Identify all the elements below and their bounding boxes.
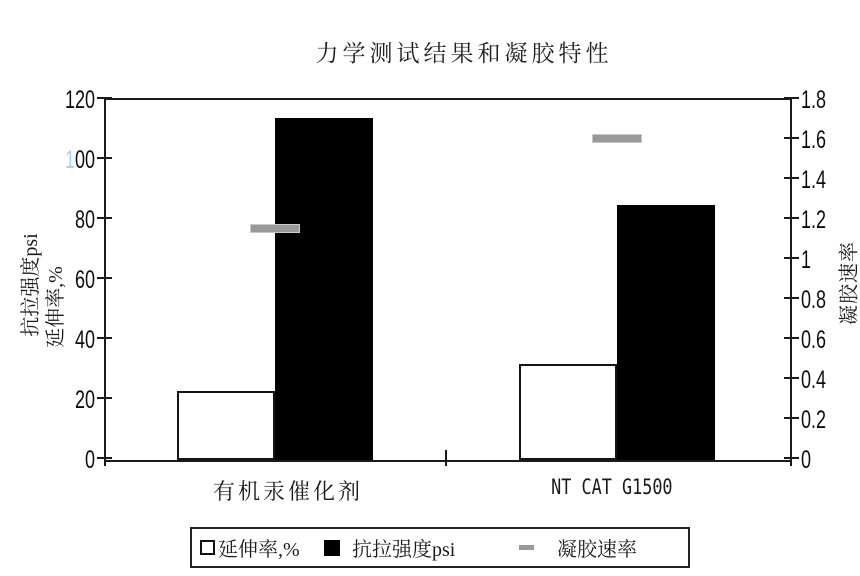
right-axis-tick <box>784 417 799 419</box>
left-axis-tick-label: 120 <box>64 86 95 114</box>
gray-dash-swatch-icon <box>519 545 534 550</box>
x-axis-left-tick <box>104 458 106 466</box>
left-axis-title-line1: 抗拉强度psi <box>20 233 42 337</box>
compression-artifact-digit: 1 <box>64 146 75 174</box>
left-axis-tick-label: 40 <box>74 326 95 354</box>
right-axis-tick <box>784 137 799 139</box>
left-axis-tick <box>97 157 112 159</box>
gel-rate-marker-1 <box>593 135 641 142</box>
x-axis-right-tick <box>790 458 792 466</box>
x-axis-mid-tick <box>445 450 447 466</box>
left-axis-title-line2: 延伸率,% <box>45 266 67 348</box>
right-axis-tick <box>784 217 799 219</box>
tensile-strength-bar-0 <box>275 118 373 460</box>
right-axis-tick <box>784 337 799 339</box>
left-axis-tick <box>97 397 112 399</box>
category-label-organomercury-catalyst: 有机汞催化剂 <box>212 479 363 504</box>
legend-label-elongation: 延伸率,% <box>218 539 300 561</box>
right-axis-tick-label: 1.4 <box>801 166 827 194</box>
right-axis-tick <box>784 97 799 99</box>
right-axis-tick-label: 0.2 <box>801 406 827 434</box>
category-label-nt-cat-g1500: NT CAT G1500 <box>551 475 673 499</box>
black-bar-swatch-icon <box>324 540 340 556</box>
right-axis-tick-label: 1.6 <box>801 126 827 154</box>
left-axis-tick-label: 20 <box>74 386 95 414</box>
legend-item-gel-rate <box>519 529 637 566</box>
legend-item-tensile-strength <box>324 529 455 566</box>
right-axis-tick <box>784 177 799 179</box>
chart-title: 力学测试结果和凝胶特性 <box>315 41 613 66</box>
left-axis-tick <box>97 97 112 99</box>
right-axis-tick-label: 0.8 <box>801 286 827 314</box>
right-axis-title: 凝胶速率 <box>838 241 860 325</box>
right-axis-tick <box>784 377 799 379</box>
left-axis-tick-label: 100 <box>64 146 95 174</box>
right-axis-tick-label: 0.4 <box>801 366 827 394</box>
left-axis-tick-label: 0 <box>84 446 95 474</box>
elongation-bar-1 <box>519 364 617 460</box>
legend-label-tensile-strength: 抗拉强度psi <box>352 539 456 561</box>
tensile-strength-bar-1 <box>617 205 715 460</box>
elongation-bar-0 <box>177 391 275 460</box>
gel-rate-marker-0 <box>251 225 299 232</box>
right-axis-tick <box>784 297 799 299</box>
right-axis-tick-label: 1.8 <box>801 86 827 114</box>
left-axis-tick <box>97 337 112 339</box>
left-axis-tick <box>97 277 112 279</box>
right-axis-tick-label: 1.2 <box>801 206 827 234</box>
legend-box <box>190 527 690 568</box>
legend-item-elongation <box>200 529 300 566</box>
right-axis-tick-label: 1 <box>801 246 812 274</box>
white-bar-swatch-icon <box>200 540 215 555</box>
left-axis-tick-label: 60 <box>74 266 95 294</box>
right-axis-tick <box>784 257 799 259</box>
legend-label-gel-rate: 凝胶速率 <box>557 539 637 561</box>
right-axis-tick-label: 0 <box>801 446 812 474</box>
plot-area <box>104 98 792 462</box>
left-axis-tick-label: 80 <box>74 206 95 234</box>
left-axis-tick <box>97 217 112 219</box>
right-axis-tick-label: 0.6 <box>801 326 827 354</box>
